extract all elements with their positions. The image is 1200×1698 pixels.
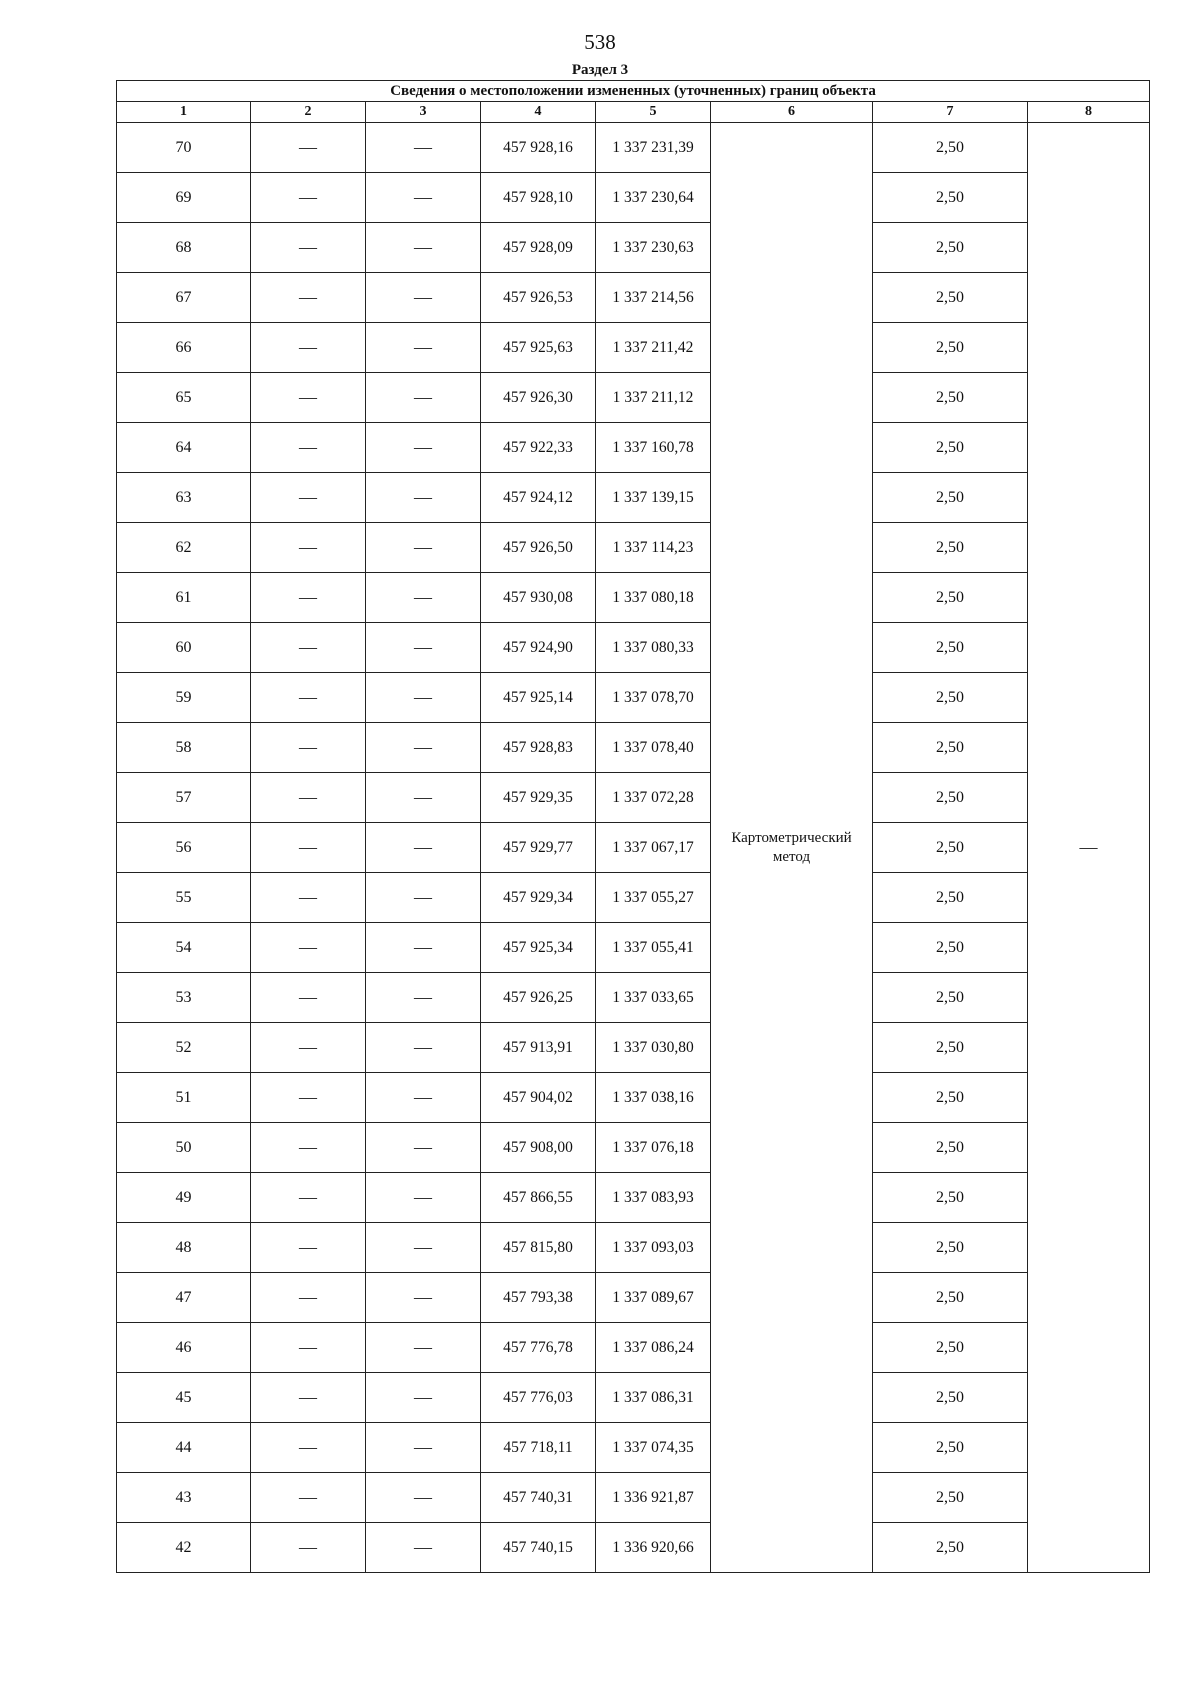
- column-7-cell: 2,50: [873, 1123, 1028, 1173]
- point-number-cell: 57: [117, 773, 251, 823]
- column-3-cell: —: [366, 1423, 481, 1473]
- column-7-cell: 2,50: [873, 173, 1028, 223]
- column-7-cell: 2,50: [873, 1323, 1028, 1373]
- column-2-cell: —: [251, 223, 366, 273]
- table-row: [117, 1073, 1150, 1123]
- column-3-cell: —: [366, 423, 481, 473]
- column-3-cell: —: [366, 723, 481, 773]
- column-3-cell: —: [366, 623, 481, 673]
- column-7-cell: 2,50: [873, 973, 1028, 1023]
- column-3-cell: —: [366, 823, 481, 873]
- column-2-cell: —: [251, 623, 366, 673]
- point-number-cell: 67: [117, 273, 251, 323]
- table-row: [117, 623, 1150, 673]
- y-coordinate-cell: 1 337 083,93: [596, 1173, 711, 1223]
- x-coordinate-cell: 457 926,30: [481, 373, 596, 423]
- x-coordinate-cell: 457 929,77: [481, 823, 596, 873]
- table-row: [117, 1323, 1150, 1373]
- table-row: [117, 1373, 1150, 1423]
- y-coordinate-cell: 1 337 078,40: [596, 723, 711, 773]
- column-number-7: 7: [873, 102, 1028, 123]
- table-row: [117, 123, 1150, 173]
- method-cell: Картометрический метод: [711, 123, 873, 1573]
- x-coordinate-cell: 457 929,34: [481, 873, 596, 923]
- column-7-cell: 2,50: [873, 873, 1028, 923]
- column-7-cell: 2,50: [873, 1423, 1028, 1473]
- table-row: [117, 273, 1150, 323]
- column-3-cell: —: [366, 323, 481, 373]
- column-2-cell: —: [251, 1223, 366, 1273]
- column-3-cell: —: [366, 1273, 481, 1323]
- column-2-cell: —: [251, 1273, 366, 1323]
- x-coordinate-cell: 457 928,16: [481, 123, 596, 173]
- point-number-cell: 64: [117, 423, 251, 473]
- y-coordinate-cell: 1 337 214,56: [596, 273, 711, 323]
- column-number-3: 3: [366, 102, 481, 123]
- column-7-cell: 2,50: [873, 523, 1028, 573]
- y-coordinate-cell: 1 337 038,16: [596, 1073, 711, 1123]
- x-coordinate-cell: 457 776,78: [481, 1323, 596, 1373]
- point-number-cell: 68: [117, 223, 251, 273]
- x-coordinate-cell: 457 930,08: [481, 573, 596, 623]
- column-2-cell: —: [251, 723, 366, 773]
- point-number-cell: 44: [117, 1423, 251, 1473]
- column-7-cell: 2,50: [873, 423, 1028, 473]
- y-coordinate-cell: 1 337 211,42: [596, 323, 711, 373]
- table-row: [117, 923, 1150, 973]
- column-3-cell: —: [366, 1173, 481, 1223]
- table-row: [117, 1423, 1150, 1473]
- x-coordinate-cell: 457 904,02: [481, 1073, 596, 1123]
- table-row: [117, 323, 1150, 373]
- column-3-cell: —: [366, 1373, 481, 1423]
- column-2-cell: —: [251, 873, 366, 923]
- column-3-cell: —: [366, 1123, 481, 1173]
- column-2-cell: —: [251, 773, 366, 823]
- column-3-cell: —: [366, 1323, 481, 1373]
- column-7-cell: 2,50: [873, 373, 1028, 423]
- x-coordinate-cell: 457 776,03: [481, 1373, 596, 1423]
- column-7-cell: 2,50: [873, 823, 1028, 873]
- column-2-cell: —: [251, 323, 366, 373]
- table-row: [117, 523, 1150, 573]
- column-2-cell: —: [251, 273, 366, 323]
- point-number-cell: 50: [117, 1123, 251, 1173]
- point-number-cell: 65: [117, 373, 251, 423]
- column-7-cell: 2,50: [873, 1523, 1028, 1573]
- point-number-cell: 56: [117, 823, 251, 873]
- point-number-cell: 48: [117, 1223, 251, 1273]
- x-coordinate-cell: 457 922,33: [481, 423, 596, 473]
- y-coordinate-cell: 1 337 078,70: [596, 673, 711, 723]
- column-3-cell: —: [366, 773, 481, 823]
- column-2-cell: —: [251, 1023, 366, 1073]
- column-7-cell: 2,50: [873, 573, 1028, 623]
- column-3-cell: —: [366, 873, 481, 923]
- column-3-cell: —: [366, 473, 481, 523]
- y-coordinate-cell: 1 336 920,66: [596, 1523, 711, 1573]
- point-number-cell: 42: [117, 1523, 251, 1573]
- column-7-cell: 2,50: [873, 1223, 1028, 1273]
- page-number: 538: [584, 30, 616, 54]
- column-2-cell: —: [251, 123, 366, 173]
- column-2-cell: —: [251, 973, 366, 1023]
- y-coordinate-cell: 1 337 089,67: [596, 1273, 711, 1323]
- column-2-cell: —: [251, 1173, 366, 1223]
- point-number-cell: 60: [117, 623, 251, 673]
- table-row: [117, 873, 1150, 923]
- y-coordinate-cell: 1 337 072,28: [596, 773, 711, 823]
- table-row: [117, 823, 1150, 873]
- column-3-cell: —: [366, 923, 481, 973]
- column-7-cell: 2,50: [873, 1023, 1028, 1073]
- column-number-4: 4: [481, 102, 596, 123]
- column-2-cell: —: [251, 1473, 366, 1523]
- column-2-cell: —: [251, 823, 366, 873]
- x-coordinate-cell: 457 928,83: [481, 723, 596, 773]
- table-row: [117, 1223, 1150, 1273]
- point-number-cell: 53: [117, 973, 251, 1023]
- column-3-cell: —: [366, 673, 481, 723]
- y-coordinate-cell: 1 337 160,78: [596, 423, 711, 473]
- column-3-cell: —: [366, 273, 481, 323]
- table-row: [117, 1173, 1150, 1223]
- column-3-cell: —: [366, 1523, 481, 1573]
- table-row: [117, 1123, 1150, 1173]
- table-row: [117, 1273, 1150, 1323]
- column-3-cell: —: [366, 573, 481, 623]
- table-row: [117, 673, 1150, 723]
- column-7-cell: 2,50: [873, 1273, 1028, 1323]
- y-coordinate-cell: 1 337 080,33: [596, 623, 711, 673]
- column-2-cell: —: [251, 473, 366, 523]
- x-coordinate-cell: 457 866,55: [481, 1173, 596, 1223]
- column-3-cell: —: [366, 373, 481, 423]
- table-row: [117, 373, 1150, 423]
- column-3-cell: —: [366, 173, 481, 223]
- table-row: [117, 973, 1150, 1023]
- column-number-row: [117, 102, 1150, 123]
- point-number-cell: 45: [117, 1373, 251, 1423]
- column-2-cell: —: [251, 373, 366, 423]
- column-2-cell: —: [251, 1423, 366, 1473]
- column-2-cell: —: [251, 173, 366, 223]
- column-7-cell: 2,50: [873, 923, 1028, 973]
- x-coordinate-cell: 457 908,00: [481, 1123, 596, 1173]
- column-2-cell: —: [251, 1523, 366, 1573]
- y-coordinate-cell: 1 337 055,41: [596, 923, 711, 973]
- column-7-cell: 2,50: [873, 223, 1028, 273]
- point-number-cell: 47: [117, 1273, 251, 1323]
- column-number-1: 1: [117, 102, 251, 123]
- x-coordinate-cell: 457 926,53: [481, 273, 596, 323]
- table-row: [117, 423, 1150, 473]
- point-number-cell: 43: [117, 1473, 251, 1523]
- column-2-cell: —: [251, 523, 366, 573]
- x-coordinate-cell: 457 925,14: [481, 673, 596, 723]
- table-row: [117, 1023, 1150, 1073]
- x-coordinate-cell: 457 926,25: [481, 973, 596, 1023]
- x-coordinate-cell: 457 924,12: [481, 473, 596, 523]
- point-number-cell: 62: [117, 523, 251, 573]
- column-2-cell: —: [251, 1373, 366, 1423]
- column-3-cell: —: [366, 1073, 481, 1123]
- y-coordinate-cell: 1 336 921,87: [596, 1473, 711, 1523]
- y-coordinate-cell: 1 337 211,12: [596, 373, 711, 423]
- column-3-cell: —: [366, 1223, 481, 1273]
- point-number-cell: 55: [117, 873, 251, 923]
- table-caption: Сведения о местоположении измененных (уточненных) границ объекта: [117, 81, 1150, 102]
- x-coordinate-cell: 457 925,34: [481, 923, 596, 973]
- column-7-cell: 2,50: [873, 773, 1028, 823]
- point-number-cell: 66: [117, 323, 251, 373]
- column-number-5: 5: [596, 102, 711, 123]
- boundary-table: [116, 80, 1150, 1573]
- column-3-cell: —: [366, 1473, 481, 1523]
- y-coordinate-cell: 1 337 067,17: [596, 823, 711, 873]
- column-number-6: 6: [711, 102, 873, 123]
- table-row: [117, 173, 1150, 223]
- point-number-cell: 63: [117, 473, 251, 523]
- point-number-cell: 52: [117, 1023, 251, 1073]
- table-row: [117, 1523, 1150, 1573]
- column-7-cell: 2,50: [873, 723, 1028, 773]
- x-coordinate-cell: 457 718,11: [481, 1423, 596, 1473]
- x-coordinate-cell: 457 740,15: [481, 1523, 596, 1573]
- column-2-cell: —: [251, 573, 366, 623]
- x-coordinate-cell: 457 928,09: [481, 223, 596, 273]
- point-number-cell: 69: [117, 173, 251, 223]
- column-7-cell: 2,50: [873, 1473, 1028, 1523]
- x-coordinate-cell: 457 815,80: [481, 1223, 596, 1273]
- column-2-cell: —: [251, 1123, 366, 1173]
- y-coordinate-cell: 1 337 055,27: [596, 873, 711, 923]
- column-7-cell: 2,50: [873, 1173, 1028, 1223]
- column-2-cell: —: [251, 1073, 366, 1123]
- section-title: Раздел 3: [571, 62, 629, 78]
- column-3-cell: —: [366, 973, 481, 1023]
- table-row: [117, 223, 1150, 273]
- y-coordinate-cell: 1 337 076,18: [596, 1123, 711, 1173]
- column-2-cell: —: [251, 423, 366, 473]
- y-coordinate-cell: 1 337 033,65: [596, 973, 711, 1023]
- column-8-cell: —: [1028, 123, 1150, 1573]
- column-2-cell: —: [251, 1323, 366, 1373]
- column-7-cell: 2,50: [873, 123, 1028, 173]
- column-3-cell: —: [366, 123, 481, 173]
- y-coordinate-cell: 1 337 093,03: [596, 1223, 711, 1273]
- column-7-cell: 2,50: [873, 323, 1028, 373]
- table-body: [117, 123, 1150, 1573]
- table-row: [117, 573, 1150, 623]
- point-number-cell: 61: [117, 573, 251, 623]
- x-coordinate-cell: 457 928,10: [481, 173, 596, 223]
- x-coordinate-cell: 457 740,31: [481, 1473, 596, 1523]
- y-coordinate-cell: 1 337 230,63: [596, 223, 711, 273]
- table-row: [117, 1473, 1150, 1523]
- column-number-8: 8: [1028, 102, 1150, 123]
- column-7-cell: 2,50: [873, 1073, 1028, 1123]
- y-coordinate-cell: 1 337 030,80: [596, 1023, 711, 1073]
- x-coordinate-cell: 457 924,90: [481, 623, 596, 673]
- y-coordinate-cell: 1 337 114,23: [596, 523, 711, 573]
- column-7-cell: 2,50: [873, 1373, 1028, 1423]
- x-coordinate-cell: 457 926,50: [481, 523, 596, 573]
- y-coordinate-cell: 1 337 086,24: [596, 1323, 711, 1373]
- column-7-cell: 2,50: [873, 473, 1028, 523]
- column-7-cell: 2,50: [873, 623, 1028, 673]
- column-7-cell: 2,50: [873, 673, 1028, 723]
- point-number-cell: 70: [117, 123, 251, 173]
- table-row: [117, 773, 1150, 823]
- y-coordinate-cell: 1 337 230,64: [596, 173, 711, 223]
- x-coordinate-cell: 457 913,91: [481, 1023, 596, 1073]
- x-coordinate-cell: 457 925,63: [481, 323, 596, 373]
- point-number-cell: 49: [117, 1173, 251, 1223]
- y-coordinate-cell: 1 337 231,39: [596, 123, 711, 173]
- x-coordinate-cell: 457 929,35: [481, 773, 596, 823]
- table-row: [117, 473, 1150, 523]
- point-number-cell: 46: [117, 1323, 251, 1373]
- y-coordinate-cell: 1 337 074,35: [596, 1423, 711, 1473]
- point-number-cell: 58: [117, 723, 251, 773]
- column-3-cell: —: [366, 1023, 481, 1073]
- point-number-cell: 51: [117, 1073, 251, 1123]
- x-coordinate-cell: 457 793,38: [481, 1273, 596, 1323]
- y-coordinate-cell: 1 337 086,31: [596, 1373, 711, 1423]
- column-7-cell: 2,50: [873, 273, 1028, 323]
- point-number-cell: 54: [117, 923, 251, 973]
- point-number-cell: 59: [117, 673, 251, 723]
- column-2-cell: —: [251, 923, 366, 973]
- y-coordinate-cell: 1 337 139,15: [596, 473, 711, 523]
- column-3-cell: —: [366, 523, 481, 573]
- y-coordinate-cell: 1 337 080,18: [596, 573, 711, 623]
- column-2-cell: —: [251, 673, 366, 723]
- column-3-cell: —: [366, 223, 481, 273]
- table-row: [117, 723, 1150, 773]
- column-number-2: 2: [251, 102, 366, 123]
